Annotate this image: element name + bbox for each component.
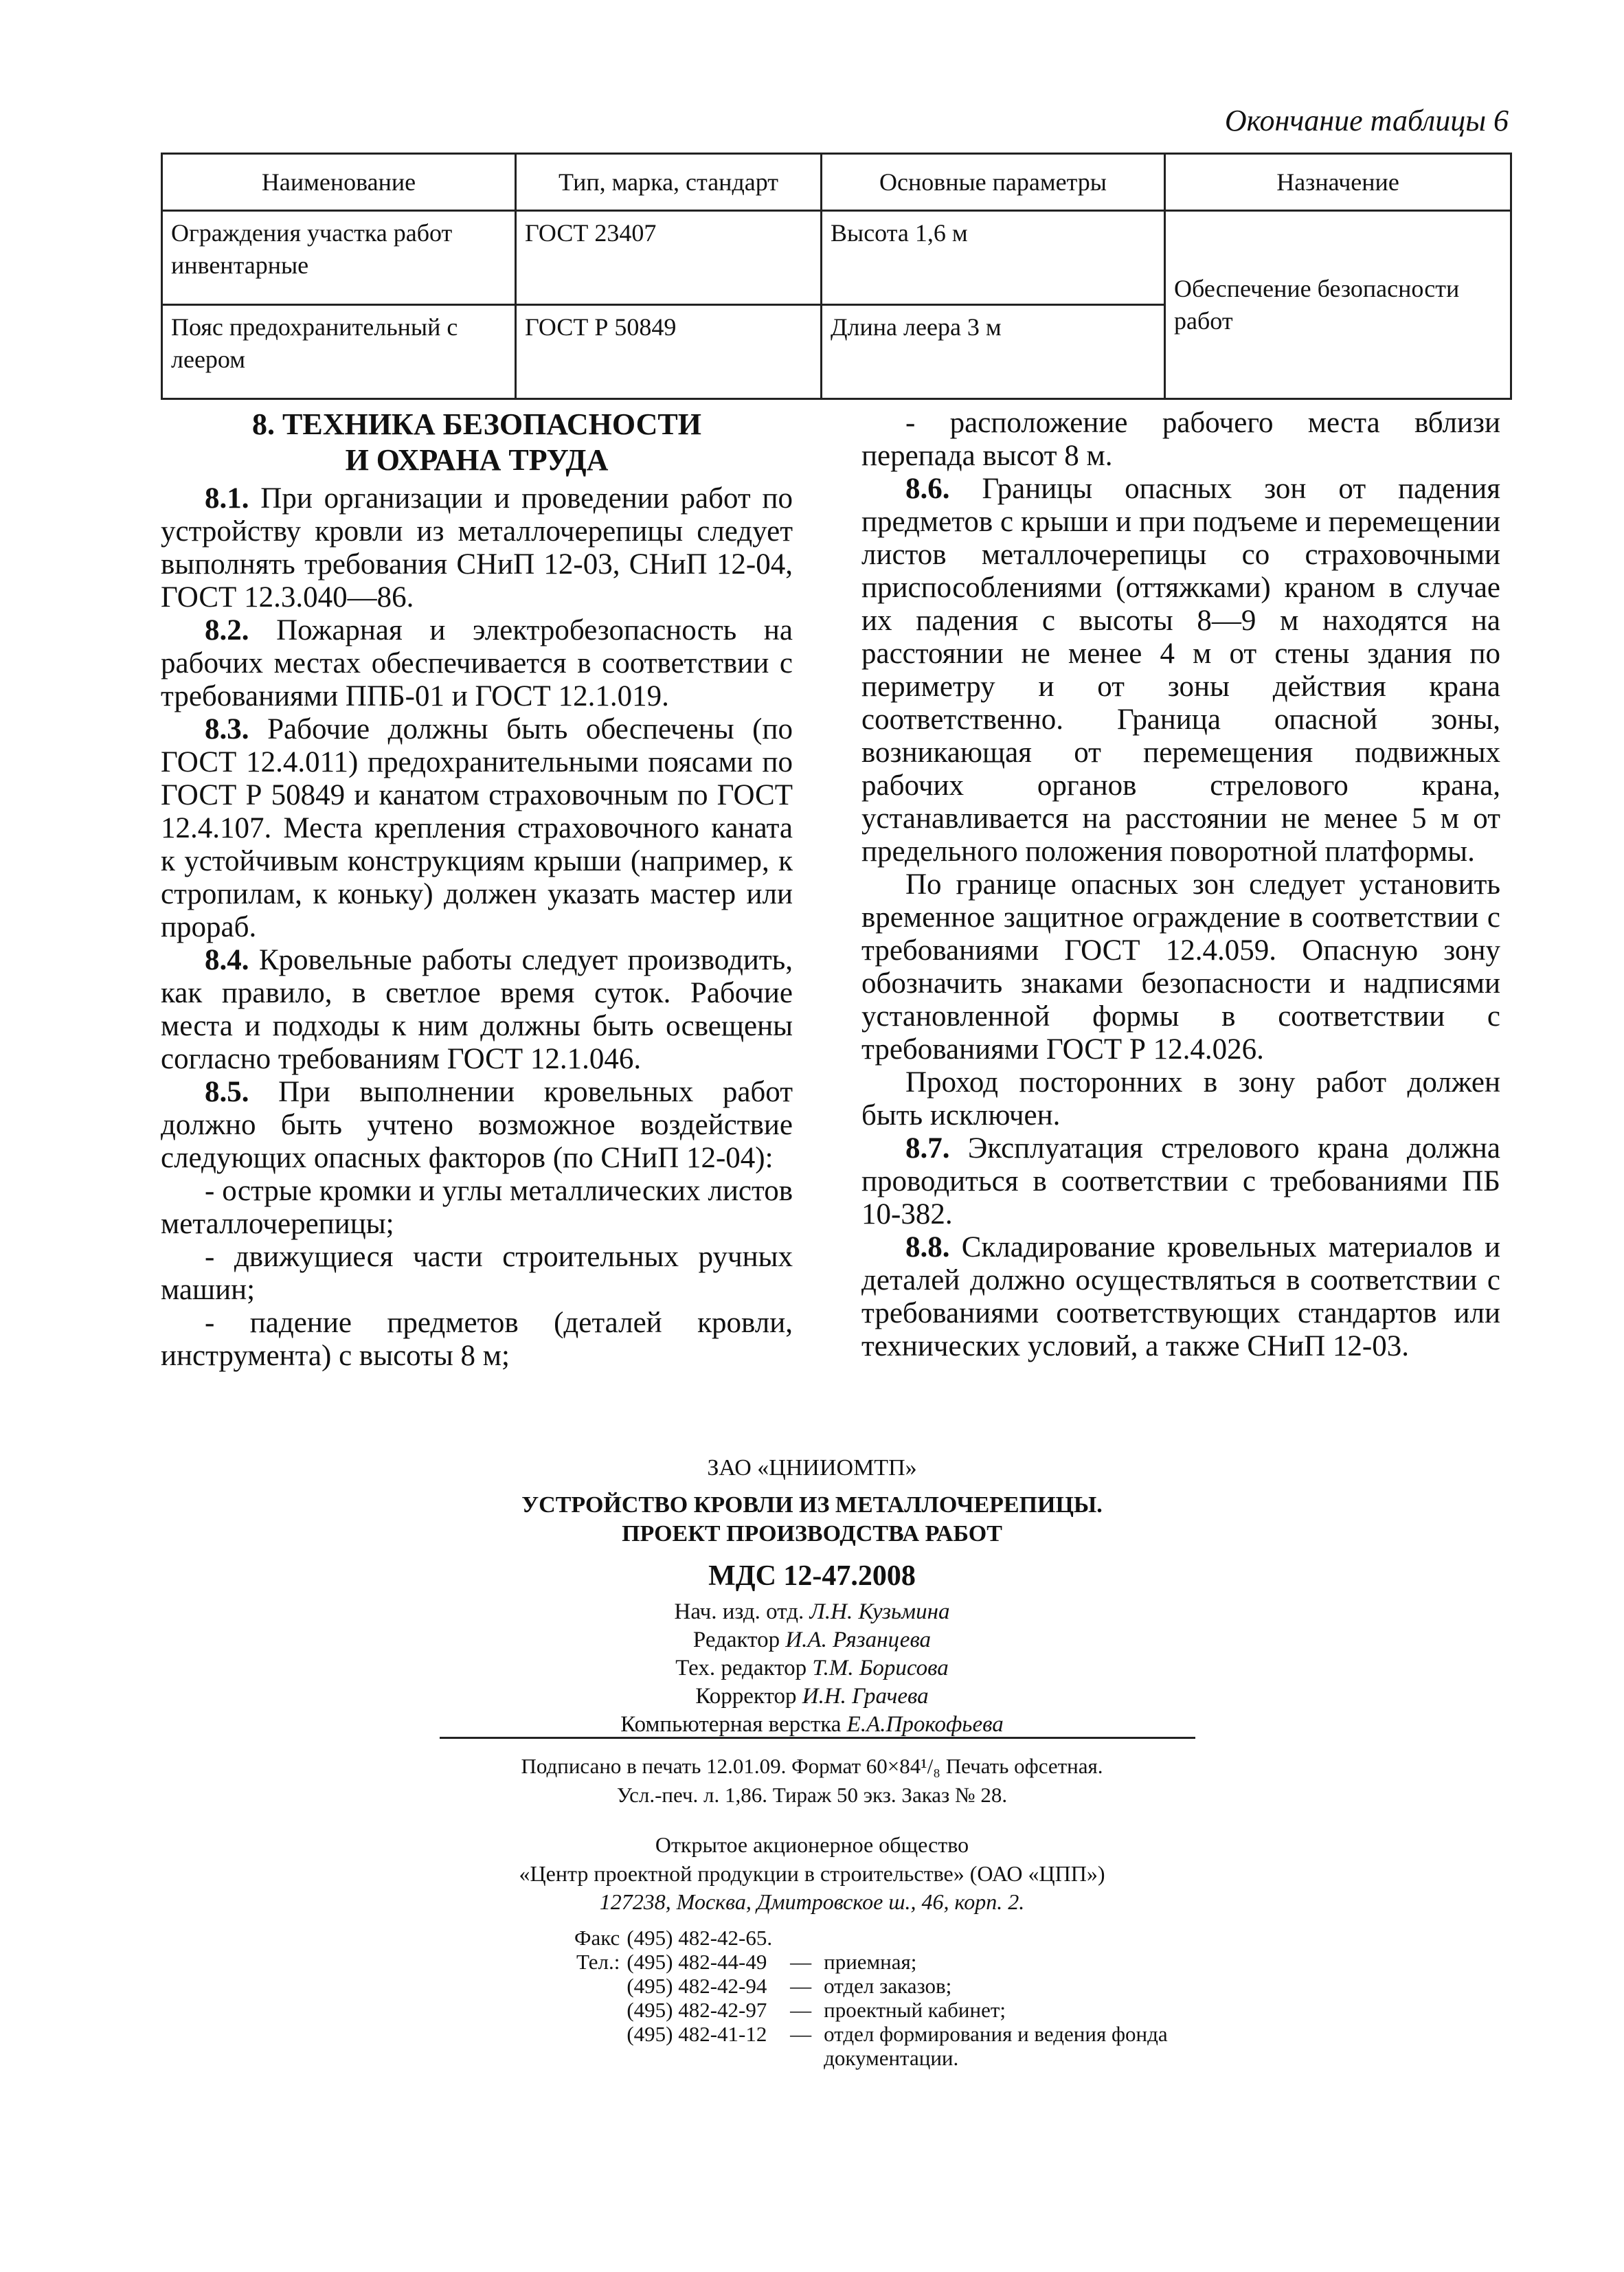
- table-caption: Окончание таблицы 6: [1224, 104, 1509, 137]
- paragraph-text: Границы опасных зон от падения предметов с крыши и при подъеме и перемещении листов металлочерепицы со страховочными приспособлениями (оттяжками) краном в случае их падения с высоты 8—9 м находятся на расстоянии не менее 4 м от стены здания по периметру и от зоны действия крана соответственно. Граница опасной зоны, возникающая от перемещения подвижных рабочих органов стрелового крана, устанавливается на расстоянии не менее 5 м от предельного положения поворотной платформы.: [861, 473, 1500, 868]
- paragraph-text: При организации и проведении работ по устройству кровли из металлочерепицы следует выполнять требования СНиП 12-03, СНиП 12-04, ГОСТ 12.3.040—86.: [161, 482, 793, 614]
- print-info: [0, 1752, 1624, 1810]
- credit-name: И.Н. Грачева: [802, 1684, 929, 1709]
- fax-number: (495) 482-42-65.: [627, 1926, 773, 1950]
- phone-description: отдел формирования и ведения фонда документации.: [824, 2022, 1168, 2070]
- clause-number: 8.1.: [205, 482, 249, 515]
- table-header-row: [162, 154, 1511, 211]
- document-title-line1: УСТРОЙСТВО КРОВЛИ ИЗ МЕТАЛЛОЧЕРЕПИЦЫ.: [521, 1492, 1103, 1518]
- contacts-table: [574, 1926, 1186, 2070]
- divider-line: [440, 1737, 1195, 1739]
- paragraph-text: Пожарная и электробезопасность на рабочих местах обеспечивается в соответствии с требованиями ППБ-01 и ГОСТ 12.1.019.: [161, 614, 793, 712]
- paragraph-text: Эксплуатация стрелового крана должна проводиться в соответствии с требованиями ПБ 10-382.: [861, 1132, 1501, 1230]
- section-heading: [161, 407, 793, 478]
- credit-role: Редактор: [692, 1628, 780, 1652]
- contact-row: [574, 1926, 1186, 1950]
- hazard-list-item: - движущиеся части строительных ручных машин;: [161, 1241, 793, 1306]
- phone-number: (495) 482-44-49: [627, 1950, 767, 1974]
- credit-line: [0, 1654, 1624, 1683]
- hazard-list-item: - острые кромки и углы металлических листов металлочерепицы;: [161, 1175, 793, 1240]
- clause-number: 8.3.: [205, 713, 249, 745]
- organization-line: «Центр проектной продукции в строительстве» (ОАО «ЦПП»): [519, 1861, 1105, 1886]
- right-column: [861, 407, 1500, 1363]
- credit-line: [0, 1598, 1624, 1626]
- paragraph-8-5: [161, 1076, 793, 1175]
- document-title: [0, 1491, 1624, 1549]
- hazard-list-item: - падение предметов (деталей кровли, инструмента) с высоты 8 м;: [161, 1307, 793, 1372]
- parameters-table: [161, 153, 1512, 400]
- phone-number: (495) 482-42-94: [627, 1974, 767, 1998]
- paragraph-text: Складирование кровельных материалов и деталей должно осуществляться в соответствии с требованиями соответствующих стандартов или технических условий, а также СНиП 12-03.: [861, 1231, 1500, 1362]
- clause-number: 8.6.: [905, 473, 950, 505]
- document-code: МДС 12-47.2008: [708, 1560, 916, 1592]
- contact-row: [574, 1974, 1186, 1998]
- table-header-cell: Наименование: [162, 154, 516, 211]
- table-cell-purpose: Обеспечение безопасности работ: [1165, 211, 1511, 399]
- credit-name: И.А. Рязанцева: [785, 1628, 932, 1652]
- paragraph-8-6-access: Проход посторонних в зону работ должен быть исключен.: [861, 1066, 1500, 1132]
- credit-role: Нач. изд. отд.: [674, 1599, 804, 1624]
- paragraph-8-6-fence: По границе опасных зон следует установить временное защитное ограждение в соответствии с требованиями ГОСТ 12.4.059. Опасную зону обозначить знаками безопасности и надписями установленной формы в соответствии с требованиями ГОСТ Р 12.4.026.: [861, 868, 1500, 1066]
- phone-description: приемная;: [824, 1950, 917, 1974]
- hazard-list-item: - расположение рабочего места вблизи перепада высот 8 м.: [861, 407, 1500, 472]
- table-header-cell: Назначение: [1165, 154, 1511, 211]
- paragraph-8-7: [861, 1132, 1500, 1231]
- document-title-line2: ПРОЕКТ ПРОИЗВОДСТВА РАБОТ: [622, 1521, 1002, 1546]
- paragraph-text: Рабочие должны быть обеспечены (по ГОСТ 12.4.011) предохранительными поясами по ГОСТ Р 50849 и канатом страховочным по ГОСТ 12.4.107. Места крепления страховочного каната к устойчивым конструкциям крыши (например, к стропилам, к коньку) должен указать мастер или прораб.: [161, 713, 793, 943]
- contact-row: [574, 1950, 1186, 1974]
- contact-row: [574, 2022, 1186, 2070]
- paragraph-8-1: [161, 482, 793, 614]
- credit-name: Т.М. Борисова: [812, 1656, 949, 1680]
- clause-number: 8.5.: [205, 1076, 249, 1108]
- clause-number: 8.8.: [905, 1231, 950, 1263]
- table-cell-params: Высота 1,6 м: [822, 211, 1165, 305]
- dash-separator: —: [790, 1998, 812, 2022]
- clause-number: 8.7.: [905, 1132, 950, 1165]
- phone-description: проектный кабинет;: [824, 1998, 1006, 2022]
- dash-separator: —: [790, 1974, 812, 1998]
- print-info-line: Подписано в печать 12.01.09. Формат 60×84¹/₈ Печать офсетная.: [521, 1754, 1103, 1778]
- phone-number: (495) 482-41-12: [627, 2022, 767, 2046]
- dash-separator: —: [790, 2022, 812, 2046]
- table-row: [162, 211, 1511, 305]
- table-cell-params: Длина леера 3 м: [822, 305, 1165, 399]
- print-info-line: Усл.-печ. л. 1,86. Тираж 50 экз. Заказ № 28.: [616, 1783, 1008, 1807]
- fax-label: Факс: [574, 1926, 620, 1950]
- paragraph-8-6: [861, 473, 1500, 868]
- section-heading-line1: 8. ТЕХНИКА БЕЗОПАСНОСТИ: [252, 407, 701, 441]
- contact-row: [574, 1998, 1186, 2022]
- credit-role: Корректор: [695, 1684, 797, 1709]
- credit-line: [0, 1711, 1624, 1739]
- organization-info: [0, 1830, 1624, 1888]
- table-cell-standard: ГОСТ Р 50849: [516, 305, 822, 399]
- credit-name: Е.А.Прокофьева: [846, 1712, 1004, 1737]
- table-cell-name: Ограждения участка работ инвентарные: [162, 211, 516, 305]
- table-cell-name: Пояс предохранительный с леером: [162, 305, 516, 399]
- credits-block: [0, 1598, 1624, 1739]
- organization-line: Открытое акционерное общество: [655, 1832, 969, 1857]
- paragraph-8-4: [161, 944, 793, 1076]
- publisher-name: ЗАО «ЦНИИОМТП»: [707, 1455, 917, 1481]
- paragraph-8-8: [861, 1231, 1500, 1363]
- phone-description: отдел заказов;: [824, 1974, 952, 1998]
- section-heading-line2: И ОХРАНА ТРУДА: [345, 443, 609, 477]
- credit-line: [0, 1626, 1624, 1654]
- paragraph-8-3: [161, 713, 793, 944]
- paragraph-text: Кровельные работы следует производить, как правило, в светлое время суток. Рабочие места и подходы к ним должны быть освещены согласно требованиям ГОСТ 12.1.046.: [161, 944, 793, 1075]
- credit-name: Л.Н. Кузьмина: [809, 1599, 950, 1624]
- paragraph-text: При выполнении кровельных работ должно быть учтено возможное воздействие следующих опасных факторов (по СНиП 12-04):: [161, 1076, 793, 1174]
- address: 127238, Москва, Дмитровское ш., 46, корп. 2.: [599, 1889, 1025, 1914]
- table-header-cell: Тип, марка, стандарт: [516, 154, 822, 211]
- credit-role: Тех. редактор: [675, 1656, 807, 1680]
- clause-number: 8.4.: [205, 944, 249, 976]
- dash-separator: —: [790, 1950, 812, 1974]
- paragraph-8-2: [161, 614, 793, 713]
- tel-label: Тел.:: [576, 1950, 620, 1974]
- left-column: [161, 407, 793, 1373]
- table-cell-standard: ГОСТ 23407: [516, 211, 822, 305]
- phone-number: (495) 482-42-97: [627, 1998, 767, 2022]
- clause-number: 8.2.: [205, 614, 249, 646]
- credit-role: Компьютерная верстка: [620, 1712, 842, 1737]
- credit-line: [0, 1683, 1624, 1711]
- table-header-cell: Основные параметры: [822, 154, 1165, 211]
